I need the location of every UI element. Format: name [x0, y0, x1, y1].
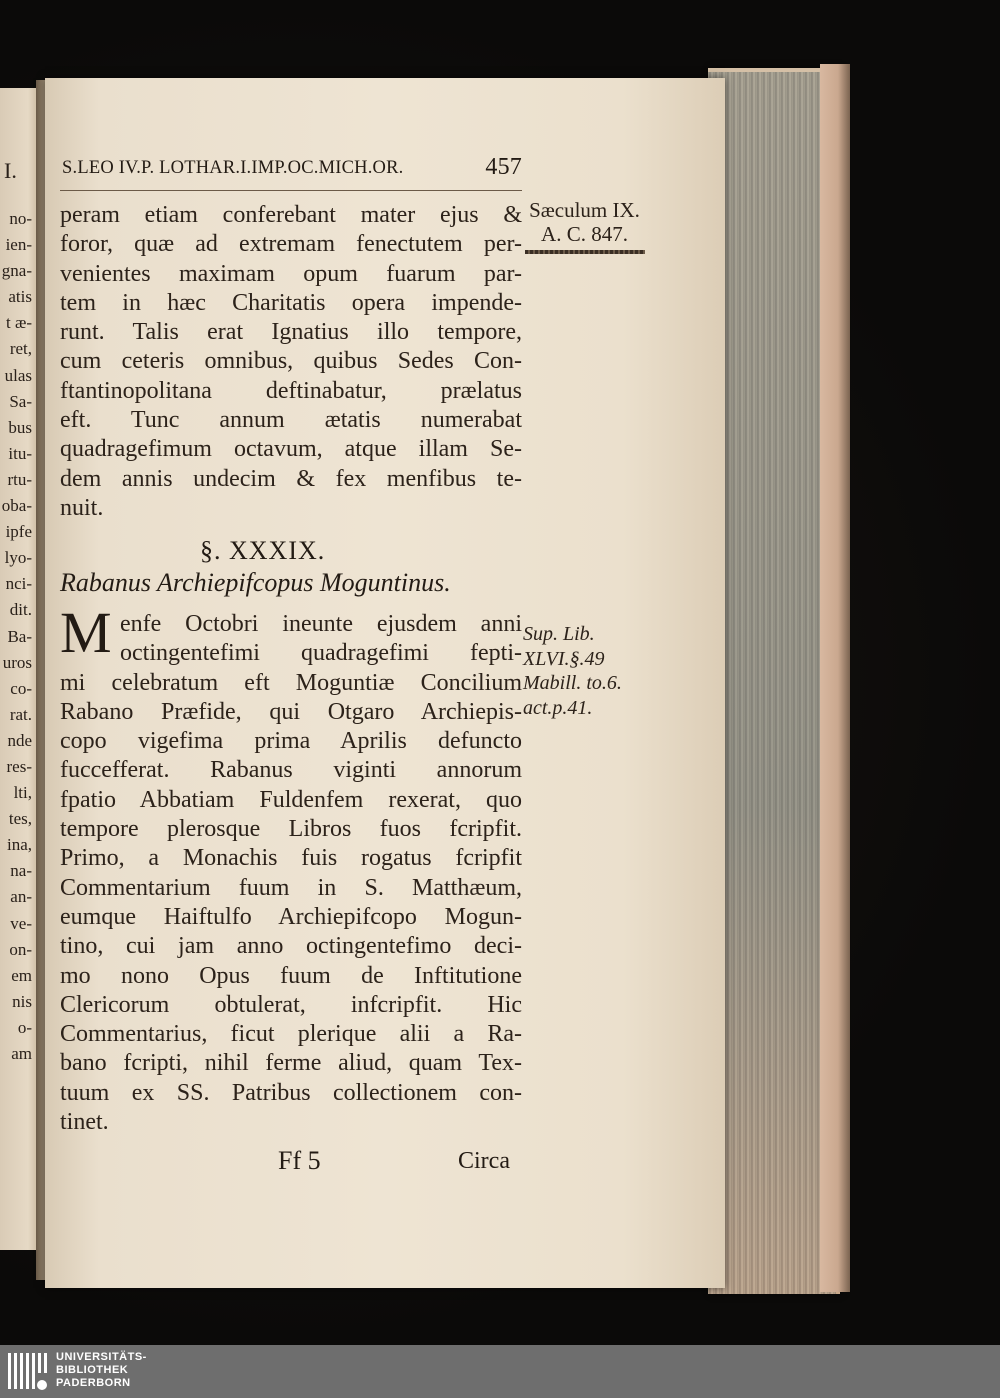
left-page-fragment: em: [11, 965, 32, 985]
left-page-fragment: nci-: [5, 574, 32, 594]
left-page-fragment: ulas: [4, 365, 32, 385]
left-page-header: I.: [4, 158, 17, 183]
margin-references: [523, 622, 658, 720]
left-page-fragment: nde: [7, 730, 32, 750]
left-page-fragment: dit.: [9, 600, 32, 620]
left-page-fragment: lyo-: [4, 548, 32, 568]
margin-reference-line: act.p.41.: [523, 696, 593, 719]
text-line: mo nono Opus fuum de Inftitutione: [60, 962, 522, 989]
text-line: bano fcripti, nihil ferme aliud, quam Tex-: [60, 1050, 522, 1077]
library-name-line3: PADERBORN: [56, 1377, 131, 1389]
text-line: Clericorum obtulerat, infcripfit. Hic: [60, 991, 522, 1018]
left-page-fragment: ret,: [9, 339, 32, 359]
text-line: nuit.: [60, 494, 104, 521]
text-line: tem in hæc Charitatis opera impende-: [60, 289, 522, 316]
text-line: fpatio Abbatiam Fuldenfem rexerat, quo: [60, 786, 522, 813]
text-line: eft. Tunc annum ætatis numerabat: [60, 407, 522, 434]
text-line: ftantinopolitana deftinabatur, prælatus: [60, 377, 522, 404]
page-number: 457: [485, 154, 522, 180]
margin-note-year-text: A. C. 847.: [541, 222, 628, 246]
text-line: dem annis undecim & fex menfibus te-: [60, 465, 522, 492]
left-page-fragment: nis: [12, 991, 32, 1011]
text-line: Primo, a Monachis fuis rogatus fcripfit: [60, 845, 522, 872]
text-line: eumque Haiftulfo Archiepifcopo Mogun-: [60, 903, 522, 930]
margin-reference-line: Sup. Lib.: [523, 623, 595, 645]
text-line: mi celebratum eft Moguntiæ Concilium: [60, 669, 522, 696]
text-line: peram etiam conferebant mater ejus &: [60, 202, 522, 228]
left-page-fragment: tes,: [8, 809, 32, 829]
margin-note-rule: [525, 250, 645, 254]
library-name: [56, 1351, 147, 1390]
left-page-fragment: o-: [17, 1017, 32, 1037]
left-page-fragment: na-: [10, 861, 32, 881]
left-page-fragment: oba-: [1, 496, 32, 516]
left-page-fragment: bus: [8, 417, 32, 437]
text-line: Rabano Præfide, qui Otgaro Archiepis-: [60, 698, 522, 725]
text-line: runt. Talis erat Ignatius illo tempore,: [60, 319, 522, 346]
left-page-fragment: Ba-: [7, 626, 32, 646]
section-number: §. XXXIX.: [200, 536, 326, 565]
left-page-fragment: t æ-: [6, 313, 32, 333]
left-page-fragment: am: [11, 1044, 32, 1063]
margin-reference-line: Mabill. to.6.: [523, 672, 622, 694]
text-line: foror, quæ ad extremam fenectutem per-: [60, 231, 522, 258]
margin-note-century: Sæculum IX.: [529, 198, 640, 222]
drop-cap: M: [60, 600, 112, 665]
library-footer-bar: [0, 1345, 1000, 1398]
left-page-fragment: uros: [2, 652, 32, 672]
left-page-fragment: atis: [8, 287, 32, 307]
text-line: cum ceteris omnibus, quibus Sedes Con-: [60, 348, 522, 375]
header-rule: [60, 190, 522, 191]
left-page-fragment: Sa-: [9, 391, 32, 411]
left-page-fragment: ipfe: [5, 522, 32, 542]
paragraph-2: [60, 610, 522, 1137]
text-line: venientes maximam opum fuarum par-: [60, 260, 522, 287]
left-page-fragments: [0, 206, 32, 1067]
text-line: tuum ex SS. Patribus collectionem con-: [60, 1079, 522, 1106]
left-page-fragment: ina,: [6, 835, 32, 855]
left-page-fragment: rtu-: [7, 469, 32, 489]
margin-note-year: [522, 198, 647, 254]
text-line: tempore plerosque Libros fuos fcripfit.: [60, 816, 522, 843]
running-head: [62, 154, 522, 180]
text-line: fuccefferat. Rabanus viginti annorum: [60, 757, 522, 784]
left-page-fragment: rat.: [9, 704, 32, 724]
left-page-fragment: no-: [9, 209, 32, 228]
left-page-fragment: an-: [10, 887, 32, 907]
text-line: quadragefimum octavum, atque illam Se-: [60, 436, 522, 463]
left-page-fragment: res-: [6, 756, 32, 776]
text-line: tinet.: [60, 1109, 109, 1136]
left-page-fragment: itu-: [8, 443, 32, 463]
text-line: enfe Octobri ineunte ejusdem anni: [120, 611, 522, 637]
text-line: Commentarius, ficut plerique alii a Ra-: [60, 1021, 522, 1048]
running-head-text: S.LEO IV.P. LOTHAR.I.IMP.OC.MICH.OR.: [62, 158, 404, 178]
cover-edge: [820, 64, 850, 1292]
catchword: Circa: [458, 1148, 510, 1174]
text-line: Commentarium fuum in S. Matthæum,: [60, 874, 522, 901]
section-title: Rabanus Archiepifcopus Moguntinus.: [60, 568, 451, 597]
left-page-fragment: lti,: [13, 783, 32, 803]
margin-reference-line: XLVI.§.49: [523, 647, 605, 670]
left-page-fragment: gna-: [1, 261, 32, 281]
library-logo-icon: [6, 1349, 50, 1393]
text-line: octingentefimi quadragefimi fepti-: [120, 640, 522, 667]
signature-mark: Ff 5: [278, 1146, 321, 1175]
left-page-edge: [0, 88, 40, 1250]
left-page-fragment: ien-: [5, 235, 32, 255]
left-page-fragment: co-: [10, 678, 32, 698]
text-line: tino, cui jam anno octingentefimo deci-: [60, 933, 522, 960]
left-page-fragment: on-: [9, 939, 32, 959]
text-line: copo vigefima prima Aprilis defuncto: [60, 728, 522, 755]
library-name-line1: UNIVERSITÄTS-: [56, 1351, 147, 1363]
library-name-line2: BIBLIOTHEK: [56, 1364, 129, 1376]
paragraph-1: [60, 201, 522, 523]
left-page-fragment: ve-: [10, 913, 32, 933]
